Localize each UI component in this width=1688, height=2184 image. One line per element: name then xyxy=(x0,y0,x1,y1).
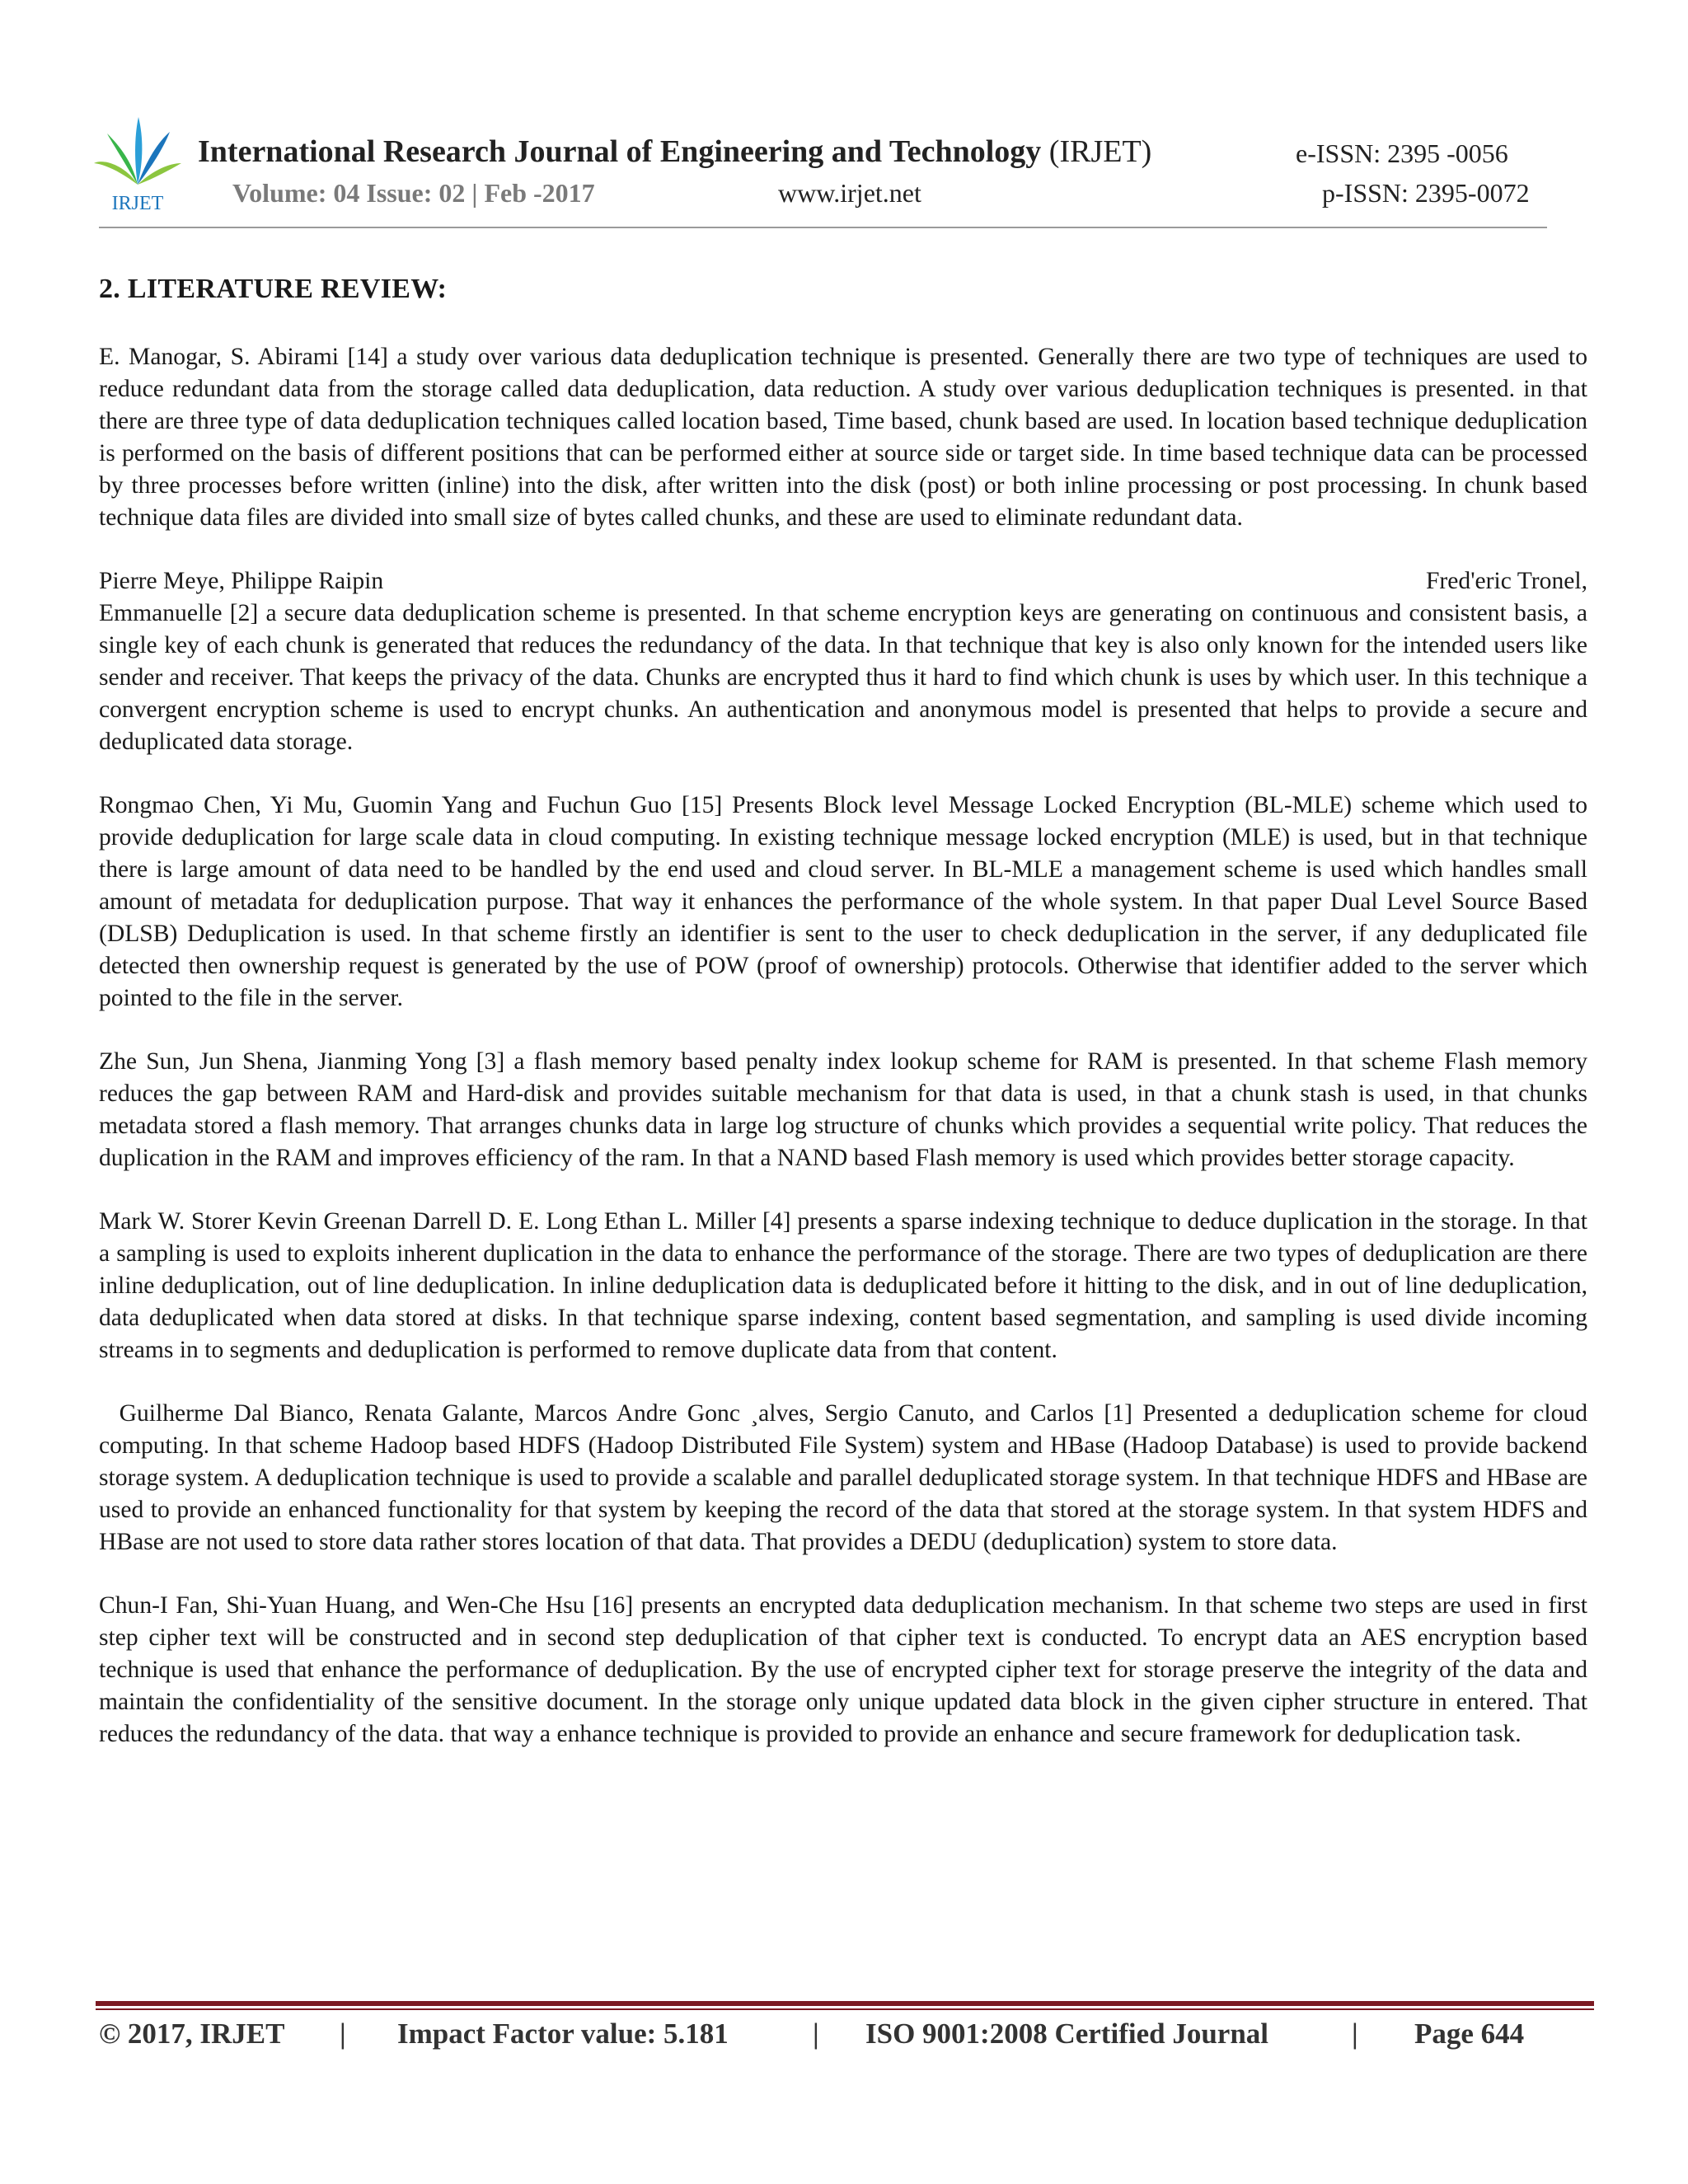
footer-separator: | xyxy=(1352,2018,1358,2050)
footer-separator: | xyxy=(813,2018,819,2050)
paragraph-body: Emmanuelle [2] a secure data deduplication scheme is presented. In that scheme encryption keys are generating on continuous and consistent basis, a single key of each chunk is generated that reduces the redundancy of the data. In that technique that key is also only known for the intended users like sender and receiver. That keeps the privacy of the data. Chunks are encrypted thus it hard to find which chunk is uses by which user. In this technique a convergent encryption scheme is used to encrypt chunks. An authentication and anonymous model is presented that helps to provide a secure and deduplicated data storage. xyxy=(99,600,1587,755)
author-right: Fred'eric Tronel, xyxy=(1425,568,1587,594)
page-header xyxy=(0,0,1688,239)
paragraph: Zhe Sun, Jun Shena, Jianming Yong [3] a flash memory based penalty index lookup scheme for RAM is presented. In that scheme Flash memory reduces the gap between RAM and Hard-disk and provides suitable mechanism for that data is used, in that a chunk stash is used, in that chunks metadata stored a flash memory. That arranges chunks data in large log structure of chunks which provides a sequential write policy. That reduces the duplication in the RAM and improves efficiency of the ram. In that a NAND based Flash memory is used which provides better storage capacity. xyxy=(99,1048,1587,1171)
main-content xyxy=(99,274,1587,1782)
paragraph: Guilherme Dal Bianco, Renata Galante, Marcos Andre Gonc ¸alves, Sergio Canuto, and Carlos [1] Presented a deduplication scheme for cloud computing. In that scheme Hadoop based HDFS (Hadoop Distributed File System) system and HBase (Hadoop Database) is used to provide backend storage system. A deduplication technique is used to provide a scalable and parallel deduplicated storage system. In that technique HDFS and HBase are used to provide an enhanced functionality for that system by keeping the record of the data that stored at the storage system. In that system HDFS and HBase are not used to store data rather stores location of that data. That provides a DEDU (deduplication) system to store data. xyxy=(99,1400,1587,1555)
header-divider xyxy=(99,227,1547,228)
journal-abbrev: (IRJET) xyxy=(1048,134,1152,169)
section-heading: 2. LITERATURE REVIEW: xyxy=(99,274,448,304)
journal-name: International Research Journal of Engineering and Technology xyxy=(198,134,1042,169)
paragraph: E. Manogar, S. Abirami [14] a study over various data deduplication technique is presented. Generally there are two type of techniques are used to reduce redundant data from the storage called data deduplication, data reduction. A study over various deduplication techniques is presented. in that there are three type of data deduplication techniques called location based, Time based, chunk based are used. In location based technique deduplication is performed on the basis of different positions that can be performed either at source side or target side. In time based technique data can be processed by three processes before written (inline) into the disk, after written into the disk (post) or both inline processing or post processing. In chunk based technique data files are divided into small size of bytes called chunks, and these are used to eliminate redundant data. xyxy=(99,344,1587,531)
paragraph: Rongmao Chen, Yi Mu, Guomin Yang and Fuchun Guo [15] Presents Block level Message Locked Encryption (BL-MLE) scheme which used to provide deduplication for large scale data in cloud computing. In existing technique message locked encryption (MLE) is used, but in that technique there is large amount of data need to be handled by the end used and cloud server. In BL-MLE a management scheme is used which handles small amount of metadata for deduplication purpose. That way it enhances the performance of the whole system. In that paper Dual Level Source Based (DLSB) Deduplication is used. In that scheme firstly an identifier is sent to the user to check deduplication in the server, if any deduplicated file detected then ownership request is generated by the use of POW (proof of ownership) protocols. Otherwise that identifier added to the server which pointed to the file in the server. xyxy=(99,792,1587,1011)
footer-impact-factor: Impact Factor value: 5.181 xyxy=(397,2018,729,2050)
page-footer xyxy=(99,2018,1550,2059)
footer-separator: | xyxy=(340,2018,346,2050)
paragraph: Mark W. Storer Kevin Greenan Darrell D. E. Long Ethan L. Miller [4] presents a sparse indexing technique to deduce duplication in the storage. In that a sampling is used to exploits inherent duplication in the data to enhance the performance of the storage. There are two types of deduplication are there inline deduplication, out of line deduplication. In inline deduplication data is deduplicated before it hitting to the disk, and in out of line deduplication, data deduplicated when data stored at disks. In that technique sparse indexing, content based segmentation, and sampling is used divide incoming streams in to segments and deduplication is performed to remove duplicate data from that content. xyxy=(99,1208,1587,1363)
author-left: Pierre Meye, Philippe Raipin xyxy=(99,568,384,594)
logo-text: IRJET xyxy=(111,193,164,213)
author-line xyxy=(99,565,1587,598)
footer-iso: ISO 9001:2008 Certified Journal xyxy=(865,2018,1269,2050)
p-issn: p-ISSN: 2395-0072 xyxy=(1322,178,1530,208)
journal-website[interactable]: www.irjet.net xyxy=(778,178,921,208)
journal-title xyxy=(198,134,1151,170)
leaf-icon xyxy=(94,117,181,185)
paragraph: Chun-I Fan, Shi-Yuan Huang, and Wen-Che Hsu [16] presents an encrypted data deduplication mechanism. In that scheme two steps are used in first step cipher text will be constructed and in second step deduplication of that cipher text is conducted. To encrypt data an AES encryption based technique is used that enhance the performance of deduplication. By the use of encrypted cipher text for storage preserve the integrity of the data and maintain the confidentiality of the sensitive document. In the storage only unique updated data block in the given cipher structure in entered. That reduces the redundancy of the data. that way a enhance technique is provided to provide an enhance and secure framework for deduplication task. xyxy=(99,1592,1587,1747)
paragraph xyxy=(99,565,1587,758)
footer-page-number: Page 644 xyxy=(1414,2018,1525,2050)
irjet-logo xyxy=(92,115,183,213)
footer-copyright: © 2017, IRJET xyxy=(99,2018,285,2050)
footer-divider-thin xyxy=(96,2008,1594,2010)
e-issn: e-ISSN: 2395 -0056 xyxy=(1296,138,1508,168)
volume-issue: Volume: 04 Issue: 02 | Feb -2017 xyxy=(232,178,595,208)
footer-divider xyxy=(96,2001,1594,2006)
